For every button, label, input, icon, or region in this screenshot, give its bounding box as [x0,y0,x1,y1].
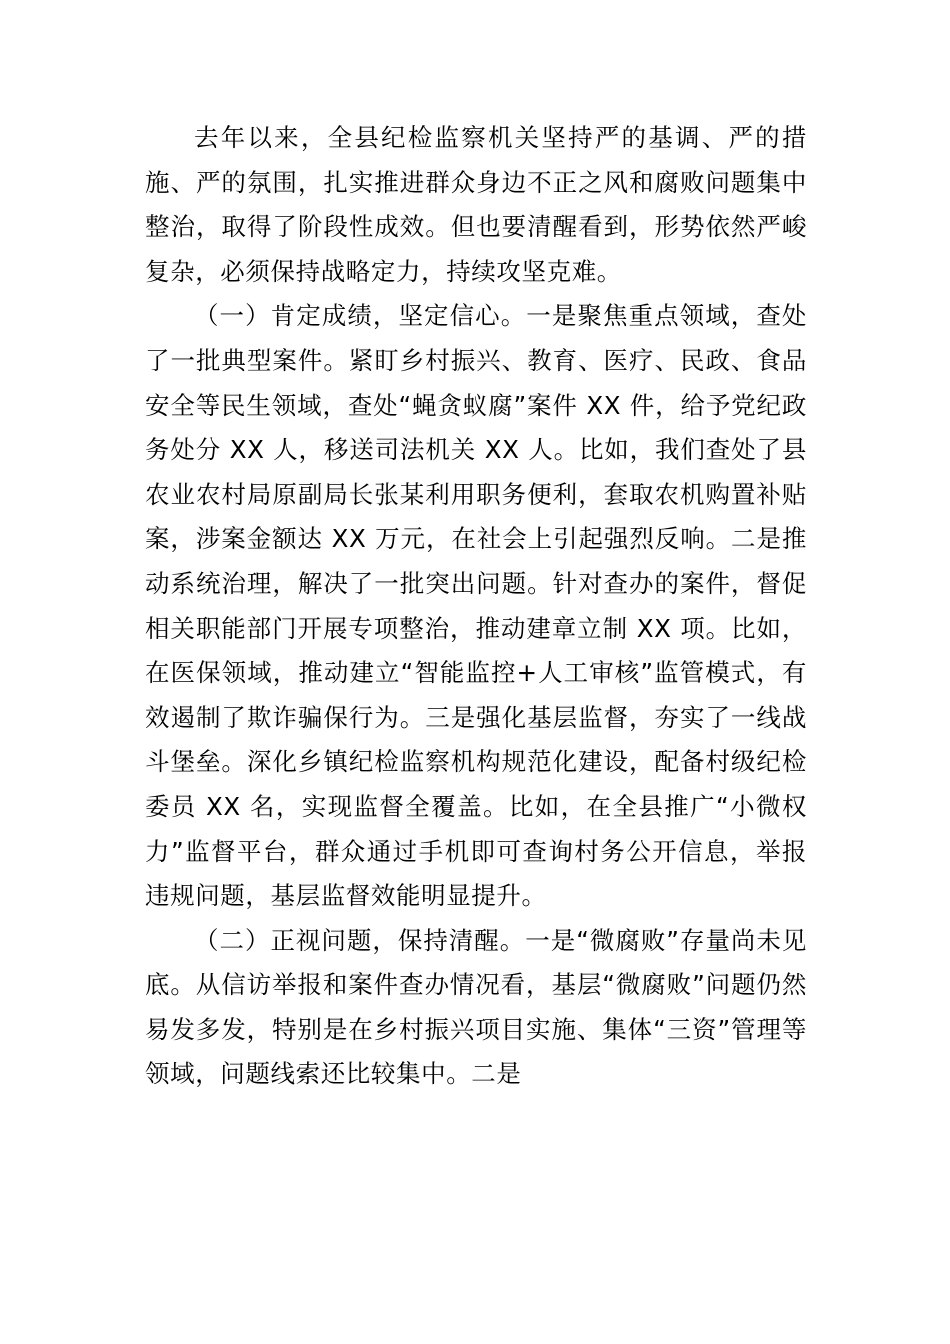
document-body [145,116,807,1097]
paragraph-problems: （二）正视问题，保持清醒。一是“微腐败”存量尚未见底。从信访举报和案件查办情况看，基层“微腐败”问题仍然易发多发，特别是在乡村振兴项目实施、集体“三资”管理等领域，问题线索还比较集中。二是 [145,925,807,1089]
paragraph-achievements: （一）肯定成绩，坚定信心。一是聚焦重点领域，查处了一批典型案件。紧盯乡村振兴、教育、医疗、民政、食品安全等民生领域，查处“蝇贪蚁腐”案件 XX 件，给予党纪政务处分 XX 人，移送司法机关 XX 人。比如，我们查处了县农业农村局原副局长张某利用职务便利，套取农机购置补贴案，涉案金额达 XX 万元，在社会上引起强烈反响。二是推动系统治理，解决了一批突出问题。针对查办的案件，督促相关职能部门开展专项整治，推动建章立制 XX 项。比如，在医保领域，推动建立“智能监控+人工审核”监管模式，有效遏制了欺诈骗保行为。三是强化基层监督，夯实了一线战斗堡垒。深化乡镇纪检监察机构规范化建设，配备村级纪检委员 XX 名，实现监督全覆盖。比如，在全县推广“小微权力”监督平台，群众通过手机即可查询村务公开信息，举报违规问题，基层监督效能明显提升。 [145,301,807,911]
paragraph-intro: 去年以来，全县纪检监察机关坚持严的基调、严的措施、严的氛围，扎实推进群众身边不正之风和腐败问题集中整治，取得了阶段性成效。但也要清醒看到，形势依然严峻复杂，必须保持战略定力，持续攻坚克难。 [145,123,807,286]
